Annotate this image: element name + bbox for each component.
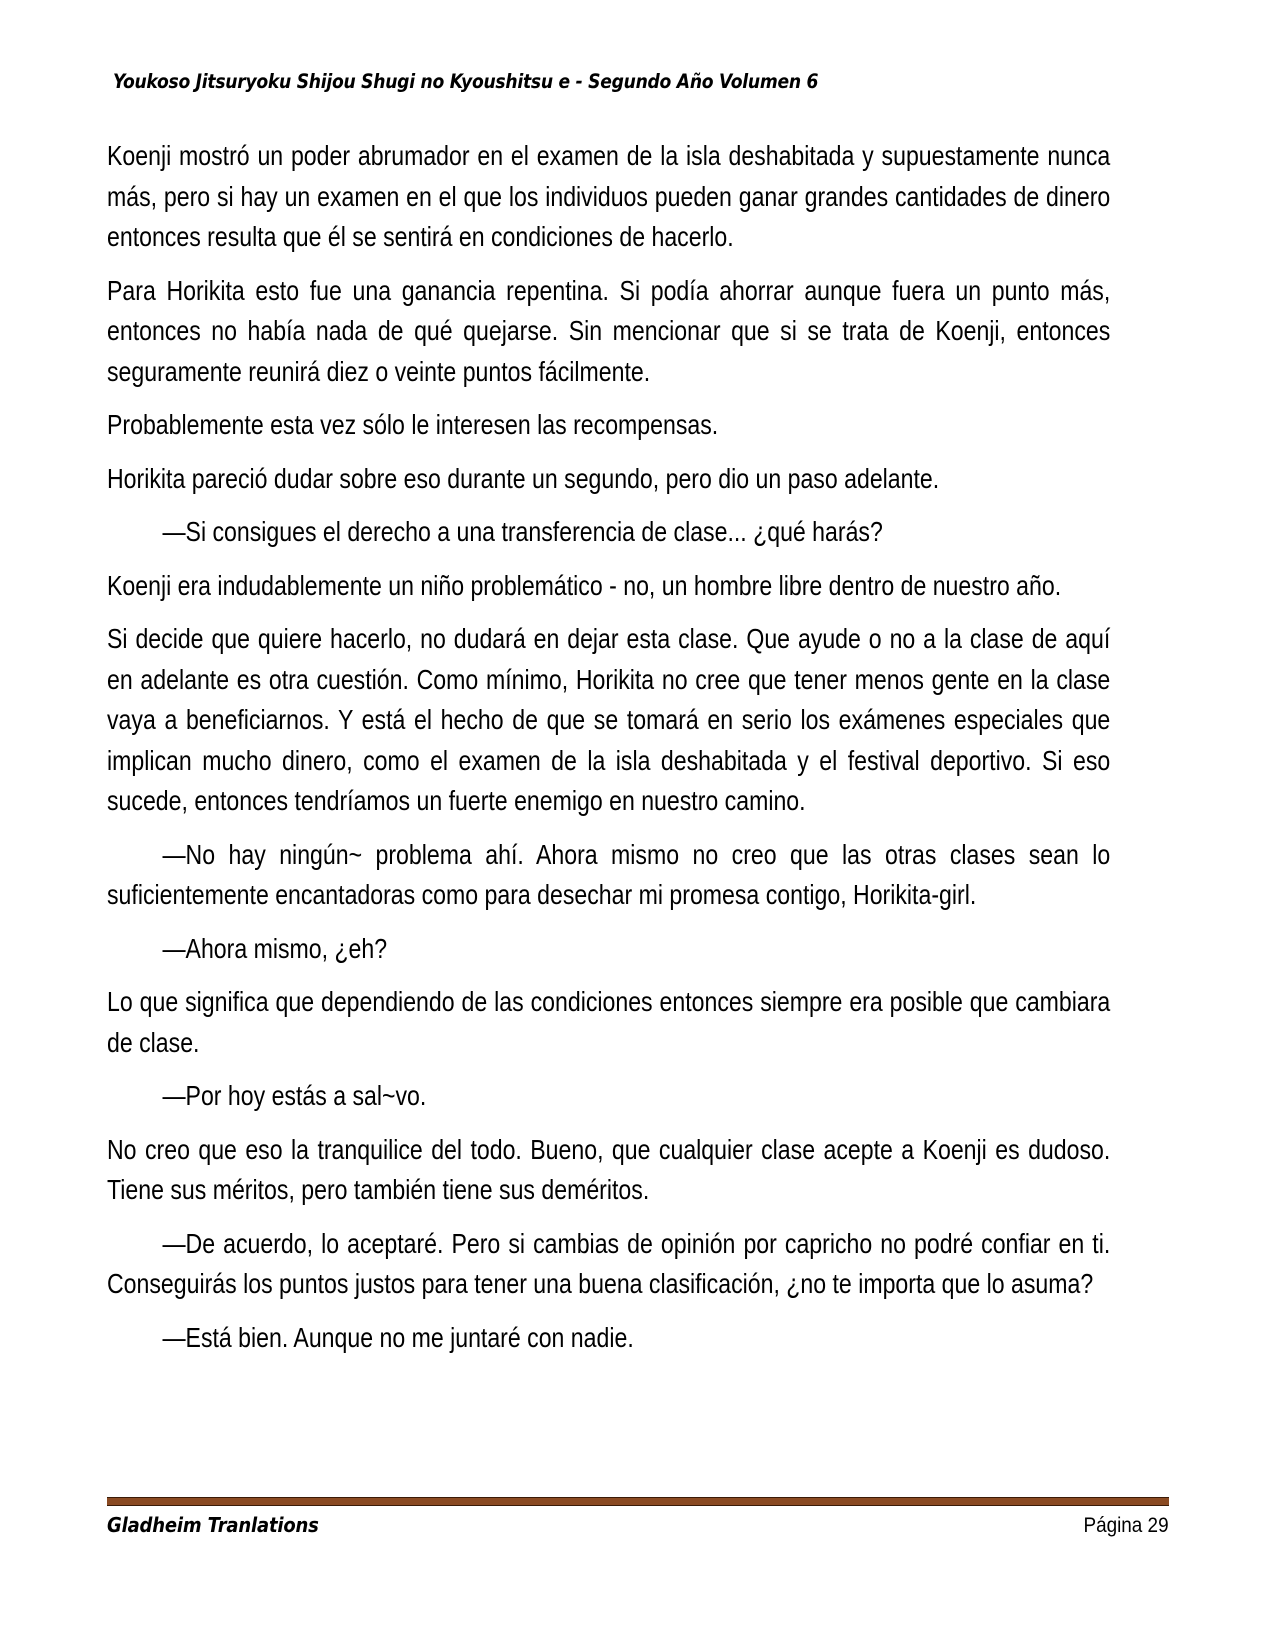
paragraph-narration: Koenji mostró un poder abrumador en el examen de la isla deshabitada y supuestamente nunca más, pero si hay un examen en el que los individuos pueden ganar grandes cantidades de dinero entonces resulta que él se sentirá en condiciones de hacerlo. (107, 140, 1111, 252)
paragraph-dialogue: —Ahora mismo, ¿eh? (162, 932, 388, 964)
paragraph-narration: Probablemente esta vez sólo le interesen las recompensas. (107, 409, 719, 440)
footer-row (107, 1513, 1169, 1538)
body-content (107, 136, 1109, 1371)
footer-page-number: Página 29 (1083, 1514, 1169, 1537)
paragraph-dialogue: —Está bien. Aunque no me juntaré con nadie. (162, 1321, 634, 1353)
paragraph-dialogue: —Por hoy estás a sal~vo. (162, 1080, 427, 1111)
page-footer (107, 1497, 1169, 1538)
header-title: Youkoso Jitsuryoku Shijou Shugi no Kyoushitsu e - Segundo Año Volumen 6 (113, 70, 819, 93)
paragraph-dialogue: —De acuerdo, lo aceptaré. Pero si cambias de opinión por capricho no podré confiar en ti. Conseguirás los puntos justos para tener una buena clasificación, ¿no te importa que lo asuma? (107, 1227, 1111, 1299)
page-header (113, 70, 1113, 93)
paragraph-narration: Para Horikita esto fue una ganancia repentina. Si podía ahorrar aunque fuera un punto más, entonces no había nada de qué quejarse. Sin mencionar que si se trata de Koenji, entonces seguramente reunirá diez o veinte puntos fácilmente. (107, 274, 1111, 387)
paragraph-dialogue: —No hay ningún~ problema ahí. Ahora mismo no creo que las otras clases sean lo suficientemente encantadoras como para desechar mi promesa contigo, Horikita-girl. (107, 838, 1111, 910)
paragraph-narration: Koenji era indudablemente un niño problemático - no, un hombre libre dentro de nuestro año. (107, 569, 1062, 601)
paragraph-narration: Lo que significa que dependiendo de las condiciones entonces siempre era posible que cambiara de clase. (107, 986, 1111, 1058)
paragraph-narration: Si decide que quiere hacerlo, no dudará en dejar esta clase. Que ayude o no a la clase de aquí en adelante es otra cuestión. Como mínimo, Horikita no cree que tener menos gente en la clase vaya a beneficiarnos. Y está el hecho de que se tomará en serio los exámenes especiales que implican mucho dinero, como el examen de la isla deshabitada y el festival deportivo. Si eso sucede, entonces tendríamos un fuerte enemigo en nuestro camino. (107, 623, 1111, 816)
footer-divider (107, 1497, 1169, 1506)
footer-credit: Gladheim Tranlations (107, 1513, 319, 1537)
paragraph-dialogue: —Si consigues el derecho a una transferencia de clase... ¿qué harás? (162, 516, 883, 547)
paragraph-narration: No creo que eso la tranquilice del todo. Bueno, que cualquier clase acepte a Koenji es dudoso. Tiene sus méritos, pero también tiene sus deméritos. (107, 1133, 1111, 1205)
paragraph-narration: Horikita pareció dudar sobre eso durante un segundo, pero dio un paso adelante. (107, 462, 940, 494)
